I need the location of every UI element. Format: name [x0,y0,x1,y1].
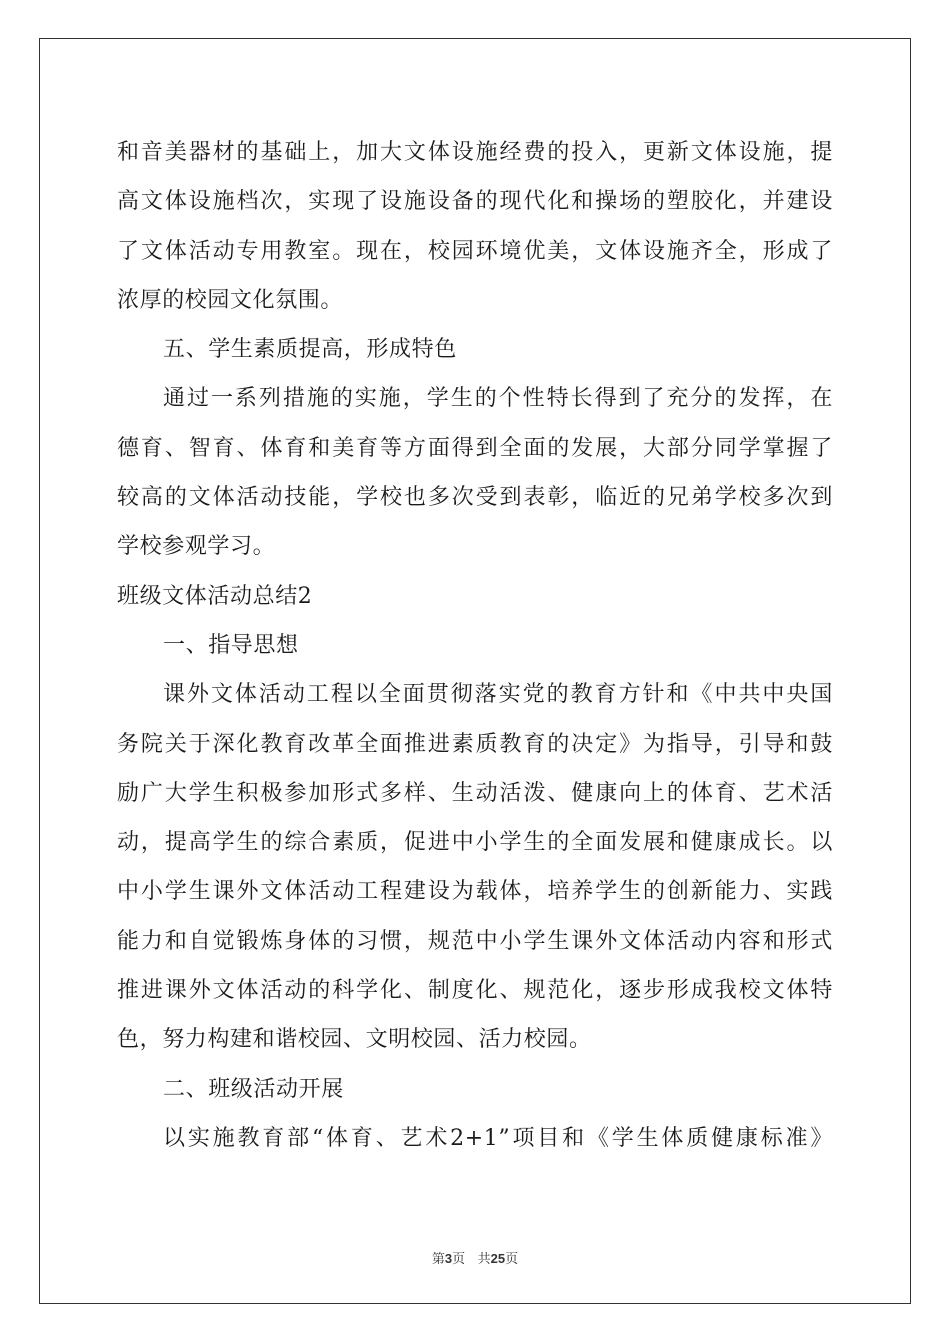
paragraph-line: 以实施教育部“体育、艺术2+1”项目和《学生体质健康标准》 [163,1125,833,1151]
paragraph-line: 德育、智育、体育和美育等方面得到全面的发展，大部分同学掌握了 [117,435,833,461]
footer-total-unit: 页 [505,1252,519,1267]
footer-prefix: 第 [431,1252,445,1267]
paragraph-line: 励广大学生积极参加形式多样、生动活泼、健康向上的体育、艺术活 [117,780,833,806]
paragraph-line: 浓厚的校园文化氛围。 [117,287,344,313]
paragraph-line: 能力和自觉锻炼身体的习惯，规范中小学生课外文体活动内容和形式 [117,928,833,954]
paragraph-line: 较高的文体活动技能，学校也多次受到表彰，临近的兄弟学校多次到 [117,485,833,511]
paragraph-line: 推进课外文体活动的科学化、制度化、规范化，逐步形成我校文体特 [117,978,833,1004]
paragraph-line: 动，提高学生的综合素质，促进中小学生的全面发展和健康成长。以 [117,830,833,856]
footer-total-prefix: 共 [477,1252,491,1267]
paragraph-line: 高文体设施档次，实现了设施设备的现代化和操场的塑胶化，并建设 [117,189,833,215]
paragraph-line: 了文体活动专用教室。现在，校园环境优美，文体设施齐全，形成了 [117,238,833,264]
section-heading: 二、班级活动开展 [163,1076,344,1102]
paragraph-line: 通过一系列措施的实施，学生的个性特长得到了充分的发挥，在 [163,386,833,412]
page-footer [0,1248,950,1267]
paragraph-line: 色，努力构建和谐校园、文明校园、活力校园。 [117,1027,592,1053]
paragraph-line: 学校参观学习。 [117,534,276,560]
paragraph-line: 课外文体活动工程以全面贯彻落实党的教育方针和《中共中央国 [163,682,833,708]
paragraph-line: 中小学生课外文体活动工程建设为载体，培养学生的创新能力、实践 [117,879,833,905]
section-heading: 五、学生素质提高，形成特色 [163,337,457,363]
footer-page-unit: 页 [452,1252,466,1267]
document-title: 班级文体活动总结2 [117,583,313,609]
paragraph-line: 务院关于深化教育改革全面推进素质教育的决定》为指导，引导和鼓 [117,731,833,757]
total-pages-number: 25 [490,1251,506,1266]
section-heading: 一、指导思想 [163,632,299,658]
document-body [117,128,833,1163]
paragraph-line: 和音美器材的基础上，加大文体设施经费的投入，更新文体设施，提 [117,140,833,165]
current-page-number: 3 [444,1251,453,1266]
